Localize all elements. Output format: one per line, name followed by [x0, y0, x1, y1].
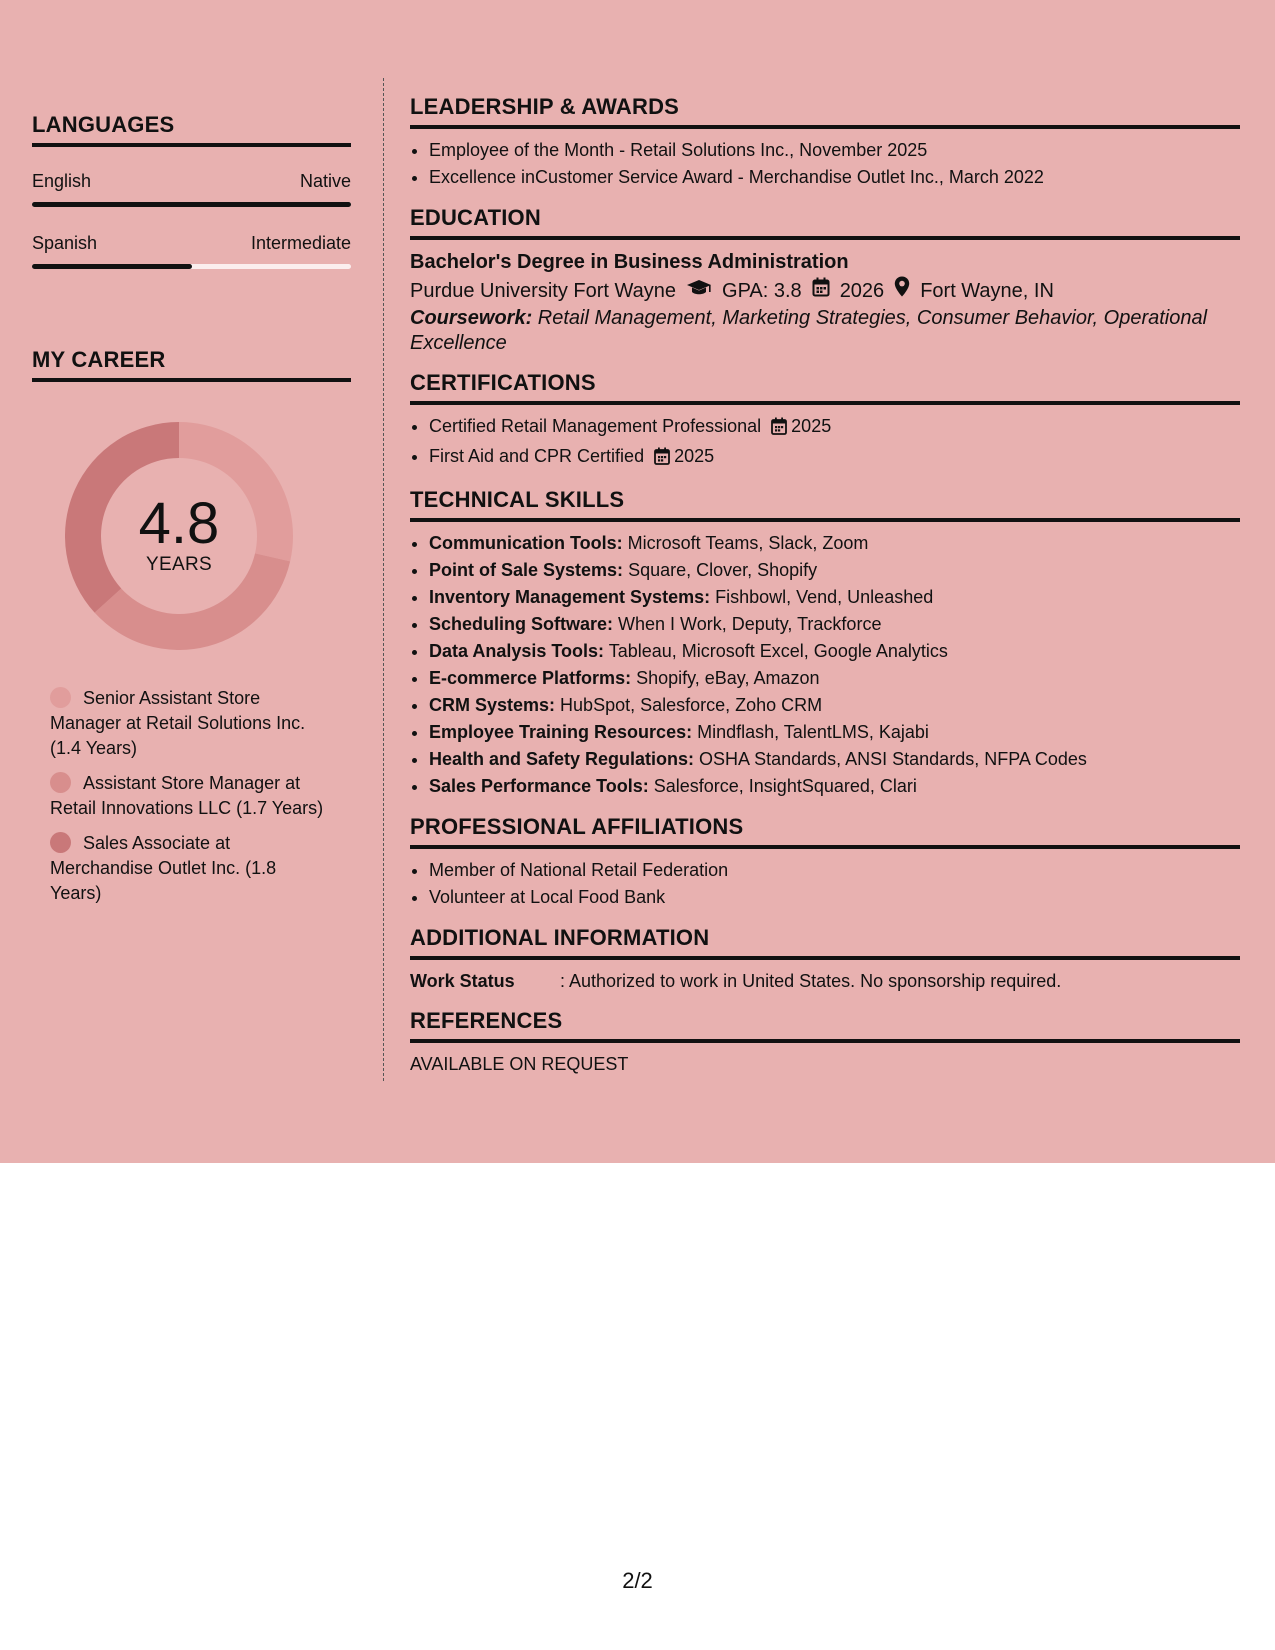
career-heading: MY CAREER: [32, 347, 351, 382]
career-total-value: 4.8: [138, 491, 220, 556]
skill-item: [429, 638, 1240, 665]
legend-label: Assistant Store Manager at Retail Innovations LLC (1.7 Years): [50, 773, 324, 818]
list-item: • Employee of the Month - Retail Solutions Inc., November 2025: [429, 137, 1240, 164]
graduation-cap-icon: [686, 276, 712, 306]
career-total-unit: YEARS: [146, 554, 212, 575]
language-item-english: [32, 171, 351, 207]
skill-value: When I Work, Deputy, Trackforce: [613, 614, 882, 634]
skill-label: Employee Training Resources:: [429, 722, 693, 742]
skill-item: [429, 692, 1240, 719]
skill-item: [429, 530, 1240, 557]
skills-section: [410, 487, 1240, 800]
certification-year: 2025: [791, 416, 832, 436]
education-degree: Bachelor's Degree in Business Administration: [410, 251, 849, 273]
skill-item: [429, 557, 1240, 584]
leadership-heading: LEADERSHIP & AWARDS: [410, 94, 1240, 129]
skill-label: Communication Tools:: [429, 533, 623, 553]
work-status-label: Work Status: [410, 971, 515, 991]
education-heading: EDUCATION: [410, 205, 1240, 240]
certification-item: [429, 413, 1240, 443]
page-number: 2/2: [622, 1568, 653, 1593]
skill-item: [429, 584, 1240, 611]
language-proficiency-fill: [32, 264, 192, 269]
skill-label: Data Analysis Tools:: [429, 641, 605, 661]
skill-item: [429, 665, 1240, 692]
skill-label: CRM Systems:: [429, 695, 556, 715]
list-item: • Volunteer at Local Food Bank: [429, 884, 1240, 911]
coursework-label: Coursework:: [410, 307, 533, 329]
skill-label: Scheduling Software:: [429, 614, 614, 634]
education-coursework: [410, 306, 1240, 356]
skill-label: Point of Sale Systems:: [429, 560, 624, 580]
skill-value: Microsoft Teams, Slack, Zoom: [622, 533, 869, 553]
calendar-icon: [771, 416, 787, 443]
education-school: Purdue University Fort Wayne: [410, 280, 677, 302]
career-legend: [50, 686, 330, 906]
skill-value: Salesforce, InsightSquared, Clari: [648, 776, 917, 796]
work-status-value: : Authorized to work in United States. No sponsorship required.: [560, 971, 1062, 991]
references-heading: REFERENCES: [410, 1008, 1240, 1043]
certifications-heading: CERTIFICATIONS: [410, 370, 1240, 405]
location-pin-icon: [894, 276, 910, 306]
additional-info-heading: ADDITIONAL INFORMATION: [410, 925, 1240, 960]
skill-item: [429, 719, 1240, 746]
certification-name: Certified Retail Management Professional: [429, 416, 762, 436]
skill-label: Health and Safety Regulations:: [429, 749, 695, 769]
calendar-icon: [654, 446, 670, 473]
skill-label: Sales Performance Tools:: [429, 776, 649, 796]
language-name: Spanish: [32, 233, 98, 253]
languages-heading: LANGUAGES: [32, 112, 351, 147]
skill-value: Fishbowl, Vend, Unleashed: [710, 587, 934, 607]
education-section: [410, 205, 1240, 356]
calendar-icon: [812, 276, 830, 306]
language-name: English: [32, 171, 92, 191]
language-level: Native: [299, 171, 351, 191]
legend-dot-icon: [50, 832, 71, 853]
education-location: Fort Wayne, IN: [920, 280, 1054, 302]
work-status-row: [410, 968, 1240, 994]
language-proficiency-bar: [32, 264, 351, 269]
skill-item: [429, 611, 1240, 638]
list-item: • Member of National Retail Federation: [429, 857, 1240, 884]
skill-item: [429, 746, 1240, 773]
legend-dot-icon: [50, 772, 71, 793]
coursework-text: Retail Management, Marketing Strategies, Consumer Behavior, Operational Excellence: [410, 307, 1208, 354]
legend-label: Senior Assistant Store Manager at Retail Solutions Inc. (1.4 Years): [50, 688, 306, 758]
certification-item: [429, 443, 1240, 473]
career-legend-item: [50, 686, 330, 761]
skill-label: Inventory Management Systems:: [429, 587, 711, 607]
language-item-spanish: [32, 233, 351, 269]
language-proficiency-fill: [32, 202, 351, 207]
education-year: 2026: [839, 280, 885, 302]
references-section: [410, 1008, 1240, 1077]
skill-value: Tableau, Microsoft Excel, Google Analytics: [604, 641, 948, 661]
language-level: Intermediate: [250, 233, 351, 253]
skill-label: E-commerce Platforms:: [429, 668, 632, 688]
skill-value: Mindflash, TalentLMS, Kajabi: [692, 722, 929, 742]
affiliations-section: [410, 814, 1240, 911]
leadership-section: [410, 94, 1240, 191]
legend-dot-icon: [50, 687, 71, 708]
certification-year: 2025: [674, 446, 715, 466]
right-column: [410, 94, 1240, 1091]
skill-value: Shopify, eBay, Amazon: [631, 668, 820, 688]
skill-value: OSHA Standards, ANSI Standards, NFPA Codes: [694, 749, 1087, 769]
skill-item: [429, 773, 1240, 800]
career-donut-chart: [65, 422, 293, 650]
career-legend-item: [50, 831, 330, 906]
certifications-section: [410, 370, 1240, 473]
references-text: AVAILABLE ON REQUEST: [410, 1054, 629, 1074]
left-column: [32, 112, 351, 916]
certification-name: First Aid and CPR Certified: [429, 446, 645, 466]
education-gpa: GPA: 3.8: [722, 280, 802, 302]
additional-info-section: [410, 925, 1240, 994]
affiliations-heading: PROFESSIONAL AFFILIATIONS: [410, 814, 1240, 849]
career-legend-item: [50, 771, 330, 821]
list-item: • Excellence inCustomer Service Award - Merchandise Outlet Inc., March 2022: [429, 164, 1240, 191]
language-proficiency-bar: [32, 202, 351, 207]
skills-heading: TECHNICAL SKILLS: [410, 487, 1240, 522]
skill-value: Square, Clover, Shopify: [623, 560, 818, 580]
column-divider: [383, 78, 384, 1081]
legend-label: Sales Associate at Merchandise Outlet Inc. (1.8 Years): [50, 833, 277, 903]
skill-value: HubSpot, Salesforce, Zoho CRM: [555, 695, 823, 715]
